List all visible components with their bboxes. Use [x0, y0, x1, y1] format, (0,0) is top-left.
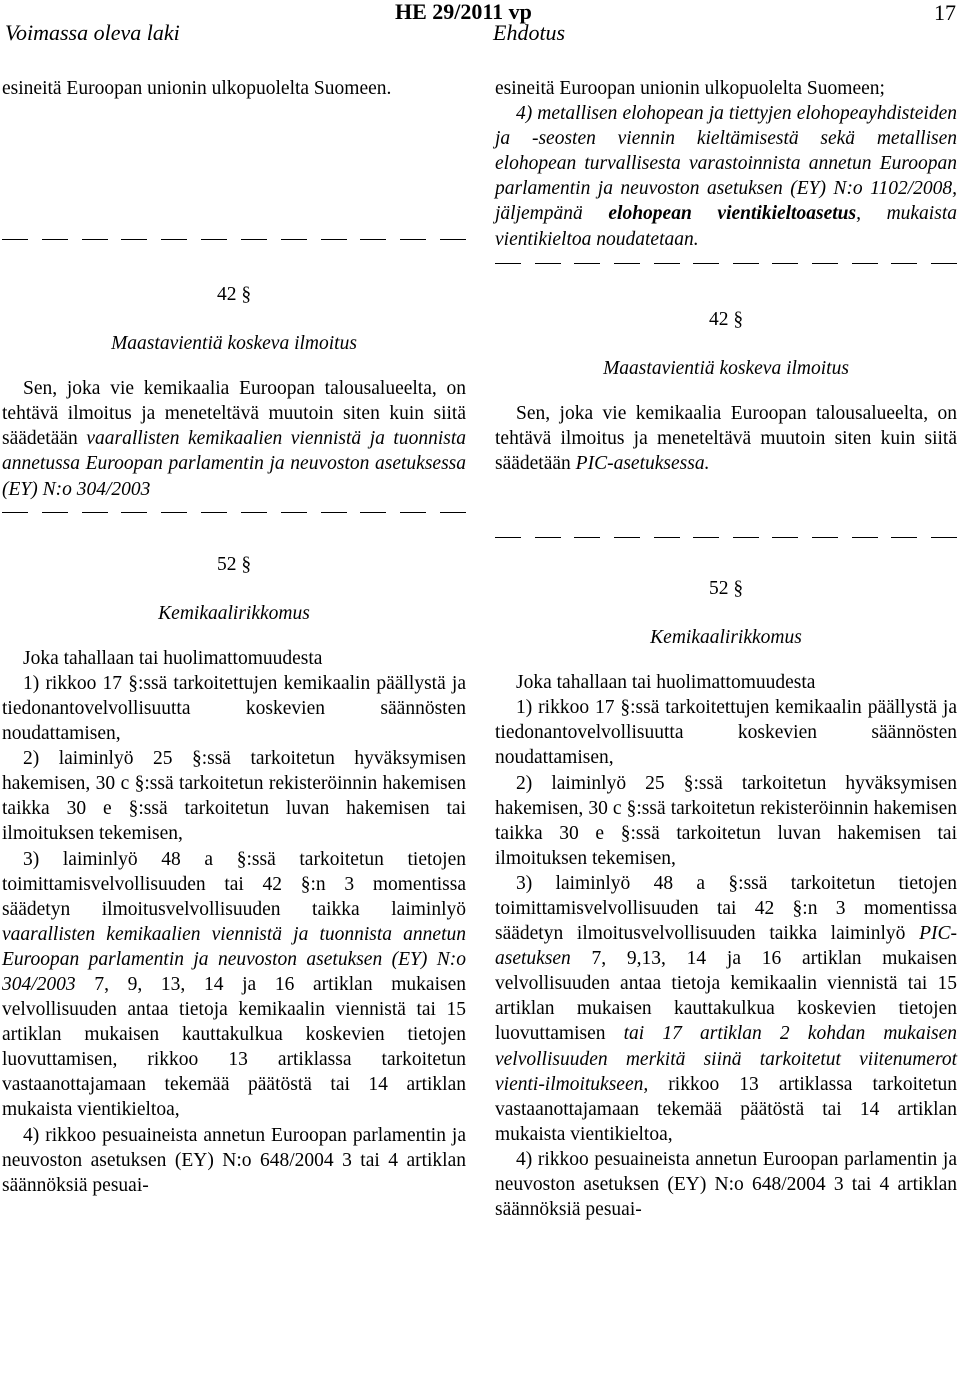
right-s52-item-2: 2) laiminlyö 25 §:ssä tarkoitetun hyväksymisen hakemisen, 30 c §:ssä tarkoitetun rekisteröinnin hakemisen taikka 30 e §:ssä tarkoitetun luvan hakemisen tai ilmoituksen tekemisen, [495, 772, 957, 869]
left-s52-item-2: 2) laiminlyö 25 §:ssä tarkoitetun hyväksymisen hakemisen, 30 c §:ssä tarkoitetun rekisteröinnin hakemisen taikka 30 e §:ssä tarkoitetun luvan hakemisen tai ilmoituksen tekemisen, [2, 748, 466, 845]
section-separator [495, 259, 957, 269]
left-top-continuation: esineitä Euroopan unionin ulkopuolelta Suomeen. [2, 78, 392, 99]
header-proposal: Ehdotus [493, 20, 566, 45]
right-s42-number: 42 § [708, 308, 744, 330]
section-separator [2, 234, 466, 244]
page-header [0, 0, 960, 48]
page-number: 17 [934, 0, 956, 25]
right-s52-intro: Joka tahallaan tai huolimattomuudesta [516, 672, 816, 694]
right-top-continuation: esineitä Euroopan unionin ulkopuolelta Suomeen; [495, 78, 885, 99]
column-current-law [2, 76, 466, 1198]
right-s42-paragraph: Sen, joka vie kemikaalia Euroopan talousalueelta, on tehtävä ilmoitus ja meneteltävä muutoin siten kuin siitä säädetään PIC-asetuksessa. [495, 402, 957, 474]
left-s52-number: 52 § [216, 553, 252, 575]
right-s52-item-4: 4) rikkoo pesuaineista annetun Euroopan parlamentin ja neuvoston asetuksen (EY) N:o 648/2004 3 tai 4 artiklan säännöksiä pesuai- [495, 1148, 957, 1221]
right-s52-item-1: 1) rikkoo 17 §:ssä tarkoitettujen kemikaalin päällystä ja tiedonantovelvollisuutta koskevien säännösten noudattamisen, [495, 697, 957, 769]
left-s52-item-4: 4) rikkoo pesuaineista annetun Euroopan parlamentin ja neuvoston asetuksen (EY) N:o 648/2004 3 tai 4 artiklan säännöksiä pesuai- [2, 1124, 466, 1196]
left-s52-item-1: 1) rikkoo 17 §:ssä tarkoitettujen kemikaalin päällystä ja tiedonantovelvollisuutta koskevien säännösten noudattamisen, [2, 672, 466, 745]
left-s52-title: Kemikaalirikkomus [158, 602, 310, 624]
left-s52-item-3: 3) laiminlyö 48 a §:ssä tarkoitetun tietojen toimittamisvelvollisuuden tai 42 §:n 3 momentissa säädetyn ilmoitusvelvollisuuden taikka laiminlyö vaarallisten kemikaalien viennistä ja tuonnista annetun Euroopan parlamentin ja neuvoston asetuksen (EY) N:o 304/2003 7, 9, 13, 14 ja 16 artiklan mukaisen velvollisuuden antaa tietoja kemikaalin viennistä tai 15 artiklan mukaisen kauttakulkua koskevien tietojen luovuttamisen, rikkoo 13 artiklassa tarkoitetun vastaanottajamaan tekemää päätöstä tai 14 artiklan mukaista vientikieltoa, [2, 848, 466, 1121]
header-current-law: Voimassa oleva laki [5, 20, 180, 45]
right-s52-number: 52 § [708, 578, 744, 600]
left-s42-paragraph: Sen, joka vie kemikaalia Euroopan talousalueelta, on tehtävä ilmoitus ja meneteltävä muutoin siten kuin siitä säädetään vaarallisten kemikaalien viennistä ja tuonnista annetussa Euroopan parlamentin ja neuvoston asetuksessa (EY) N:o 304/2003 [2, 378, 466, 500]
right-s52-item-3: 3) laiminlyö 48 a §:ssä tarkoitetun tietojen toimittamisvelvollisuuden tai 42 §:n 3 momentissa säädetyn ilmoitusvelvollisuuden taikka laiminlyö PIC-asetuksen 7, 9,13, 14 ja 16 artiklan mukaisen velvollisuuden antaa tietoja kemikaalin viennistä tai 15 artiklan mukaisen kauttakulkua koskevien tietojen luovuttamisen tai 17 artiklan 2 kohdan mukaisen velvollisuuden merkitä siinä tarkoitetut viitenumerot vienti-ilmoitukseen, rikkoo 13 artiklassa tarkoitetun vastaanottajamaan tekemää päätöstä tai 14 artiklan mukaista vientikieltoa, [495, 872, 957, 1145]
left-s42-number: 42 § [216, 284, 252, 306]
left-s52-intro: Joka tahallaan tai huolimattomuudesta [23, 647, 323, 669]
left-s42-title: Maastavientiä koskeva ilmoitus [111, 333, 357, 355]
section-separator [495, 532, 957, 542]
right-s52-title: Kemikaalirikkomus [650, 627, 802, 649]
right-top-item-4: 4) metallisen elohopean ja tiettyjen elohopeayhdisteiden ja -seosten viennin kieltämisestä sekä metallisen elohopean turvallisesta varastoinnista annetun Euroopan parlamentin ja neuvoston asetuksen (EY) N:o 1102/2008, jäljempänä elohopean vientikieltoasetus, mukaista vientikieltoa noudatetaan. [495, 103, 957, 250]
header-document-id: HE 29/2011 vp [395, 0, 532, 24]
section-separator [2, 508, 466, 518]
column-proposal [495, 76, 957, 1222]
right-s42-title: Maastavientiä koskeva ilmoitus [603, 357, 849, 379]
